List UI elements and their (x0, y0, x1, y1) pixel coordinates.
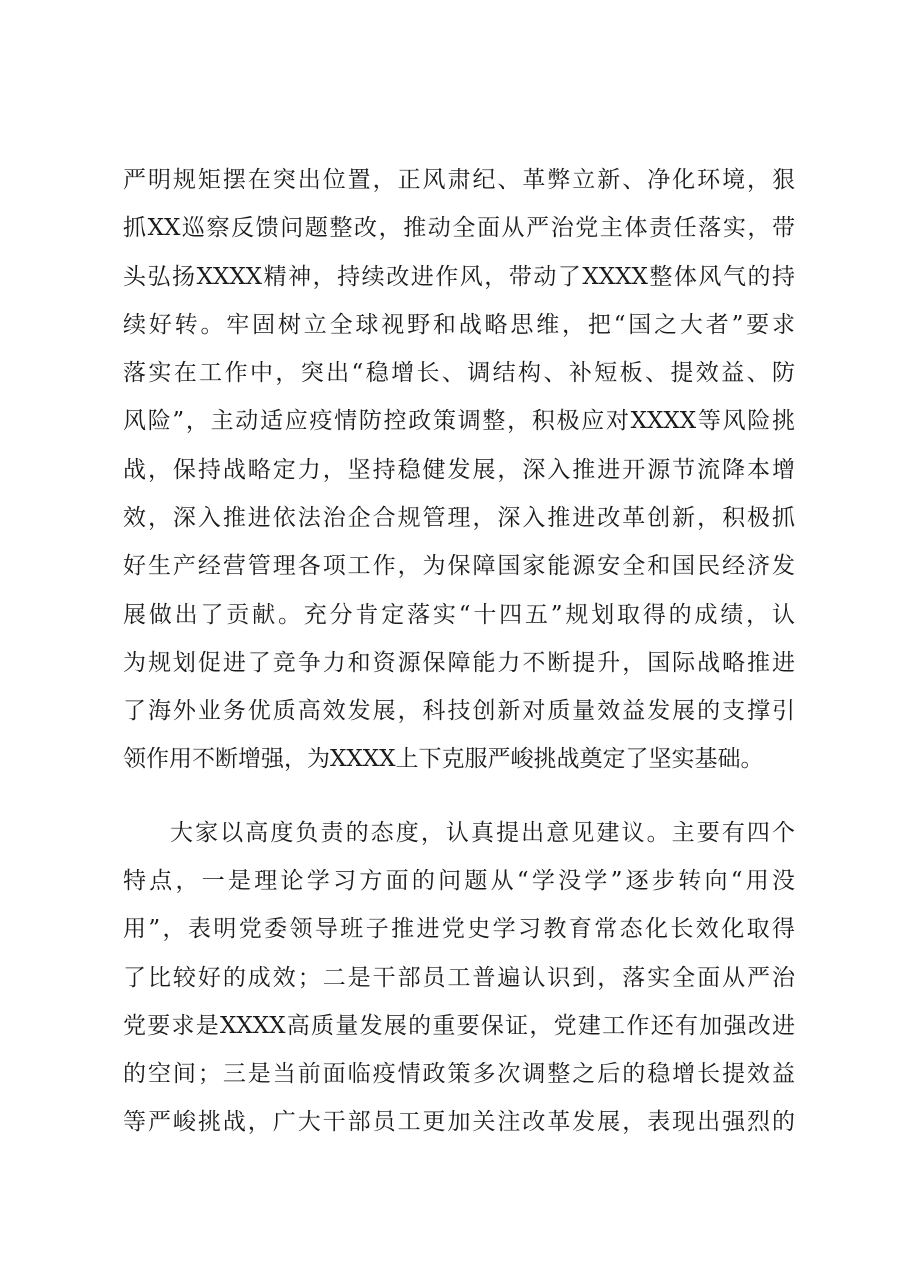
paragraph-line: 特点，一是理论学习方面的问题从“学没学”逐步转向“用没 (123, 868, 795, 894)
paragraph-line: 效，深入推进依法治企合规管理，深入推进改革创新，积极抓 (123, 505, 795, 531)
paragraph-line: 为规划促进了竞争力和资源保障能力不断提升，国际战略推进 (123, 650, 795, 676)
paragraph-line: 落实在工作中，突出“稳增长、调结构、补短板、提效益、防 (123, 360, 795, 386)
paragraph-line: 用”，表明党委领导班子推进党史学习教育常态化长效化取得 (123, 916, 795, 942)
paragraph-line: 严明规矩摆在突出位置，正风肃纪、革弊立新、净化环境，狠 (123, 167, 795, 193)
paragraph-line: 领作用不断增强，为XXXX上下克服严峻挑战奠定了坚实基础。 (123, 746, 764, 772)
paragraph-line: 等严峻挑战，广大干部员工更加关注改革发展，表现出强烈的 (123, 1109, 795, 1135)
paragraph-line: 战，保持战略定力，坚持稳健发展，深入推进开源节流降本增 (123, 457, 795, 483)
paragraph-line: 风险”，主动适应疫情防控政策调整，积极应对XXXX等风险挑 (123, 408, 795, 434)
paragraph-line: 头弘扬XXXX精神，持续改进作风，带动了XXXX整体风气的持 (123, 264, 795, 290)
paragraph-line: 好生产经营管理各项工作，为保障国家能源安全和国民经济发 (123, 553, 795, 579)
paragraph-line: 了海外业务优质高效发展，科技创新对质量效益发展的支撑引 (123, 698, 795, 724)
paragraph-line: 的空间；三是当前面临疫情政策多次调整之后的稳增长提效益 (123, 1061, 795, 1087)
paragraph-line: 续好转。牢固树立全球视野和战略思维，把“国之大者”要求 (123, 312, 795, 338)
paragraph-line: 大家以高度负责的态度，认真提出意见建议。主要有四个 (170, 820, 795, 846)
paragraph-line: 抓XX巡察反馈问题整改，推动全面从严治党主体责任落实，带 (123, 215, 795, 241)
paragraph-line: 了比较好的成效；二是干部员工普遍认识到，落实全面从严治 (123, 965, 795, 991)
paragraph-line: 展做出了贡献。充分肯定落实“十四五”规划取得的成绩，认 (123, 602, 795, 628)
paragraph-line: 党要求是XXXX高质量发展的重要保证，党建工作还有加强改进 (123, 1013, 795, 1039)
